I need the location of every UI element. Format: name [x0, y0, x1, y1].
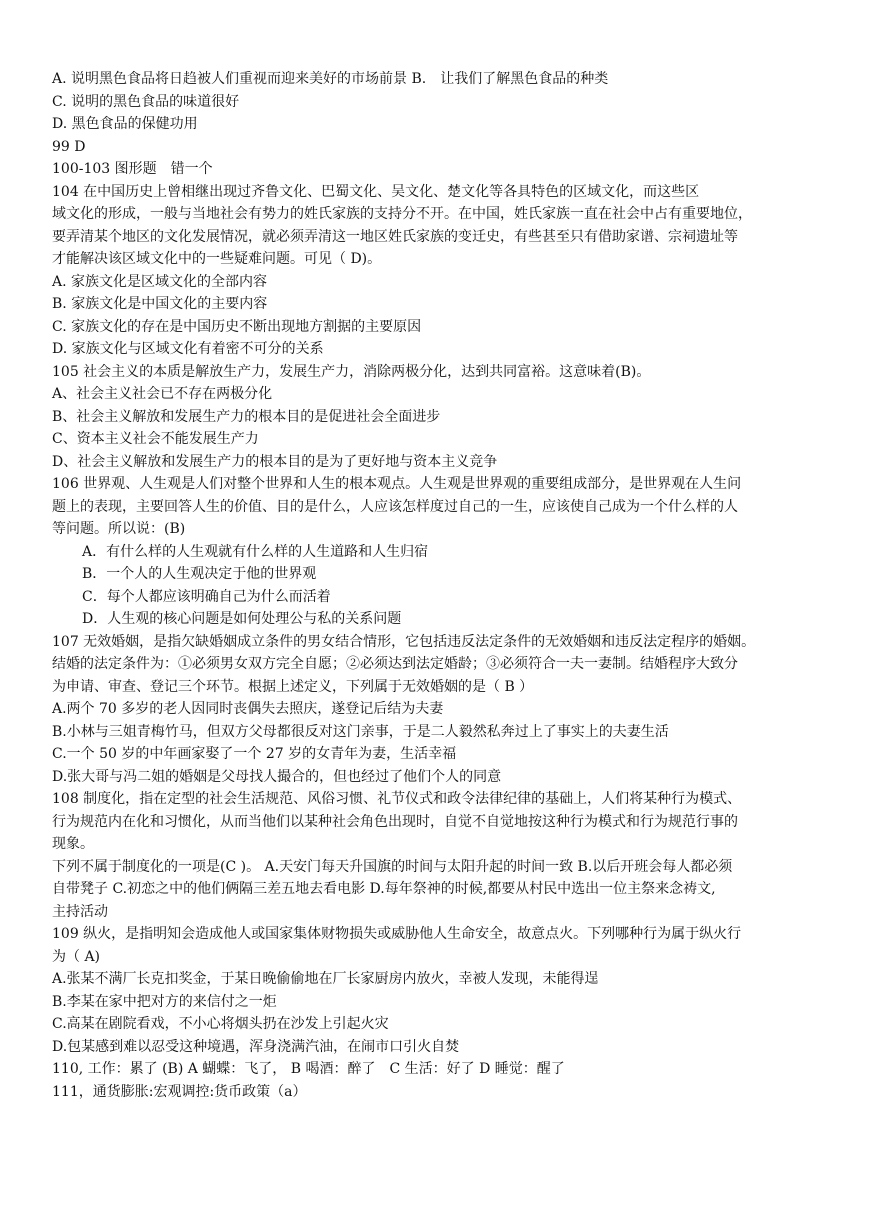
text-line: A、社会主义社会已不存在两极分化 [52, 386, 273, 402]
text-line: A.张某不满厂长克扣奖金，于某日晚偷偷地在厂长家厨房内放火，幸被人发现，未能得逞 [52, 971, 599, 987]
text-line: B．一个人的人生观决定于他的世界观 [82, 566, 317, 582]
text-line: D.张大哥与冯二姐的婚姻是父母找人撮合的，但也经过了他们个人的同意 [52, 768, 502, 785]
text-line: 下列不属于制度化的一项是(C )。 A.天安门每天升国旗的时间与太阳升起的时间一致 B.以后开班会每人都必须 [52, 858, 733, 875]
text-line: 108 制度化，指在定型的社会生活规范、风俗习惯、礼节仪式和政令法律纪律的基础上，人们将某种行为模式、 [52, 791, 742, 807]
text-line: 等问题。所以说：(B) [52, 521, 186, 537]
text-line: 110, 工作：累了 (B) A 蝴蝶：飞了， B 喝酒：醉了 C 生活：好了 D 睡觉：醒了 [52, 1061, 565, 1077]
text-line: B.小林与三姐青梅竹马，但双方父母都很反对这门亲事，于是二人毅然私奔过上了事实上的夫妻生活 [52, 723, 669, 740]
text-line: 100-103 图形题 错一个 [52, 161, 213, 177]
text-line: D. 家族文化与区域文化有着密不可分的关系 [52, 341, 324, 357]
text-line: 为申请、审查、登记三个环节。根据上述定义，下列属于无效婚姻的是（ B ） [52, 678, 534, 695]
text-line: C. 家族文化的存在是中国历史不断出现地方割据的主要原因 [52, 318, 422, 335]
text-line: 才能解决该区域文化中的一些疑难问题。可见（ D)。 [52, 251, 382, 267]
text-line: 结婚的法定条件为：①必须男女双方完全自愿；②必须达到法定婚龄；③必须符合一夫一妻制。结婚程序大致分 [52, 656, 738, 672]
text-line: 要弄清某个地区的文化发展情况，就必须弄清这一地区姓氏家族的变迁史，有些甚至只有借助家谱、宗祠遗址等 [52, 228, 738, 245]
text-line: 104 在中国历史上曾相继出现过齐鲁文化、巴蜀文化、吴文化、楚文化等各具特色的区域文化，而这些区 [52, 183, 700, 200]
text-line: D.包某感到难以忍受这种境遇，浑身浇满汽油，在闹市口引火自焚 [52, 1038, 460, 1055]
text-line: 自带凳子 C.初恋之中的他们俩隔三差五地去看电影 D.每年祭神的时候,都要从村民中选出一位主祭来念祷文, [52, 881, 716, 897]
text-line: 行为规范内在化和习惯化，从而当他们以某种社会角色出现时，自觉不自觉地按这种行为模式和行为规范行事的 [52, 813, 738, 830]
text-line: A. 家族文化是区域文化的全部内容 [52, 273, 268, 290]
document-body [52, 68, 812, 1103]
text-line: 105 社会主义的本质是解放生产力，发展生产力，消除两极分化，达到共同富裕。这意味着(B)。 [52, 363, 651, 380]
text-line: B. 家族文化是中国文化的主要内容 [52, 296, 268, 312]
text-line: 为（ A) [52, 948, 101, 965]
text-line: A．有什么样的人生观就有什么样的人生道路和人生归宿 [82, 543, 429, 560]
text-line: 99 D [52, 138, 86, 155]
text-line: C．每个人都应该明确自己为什么而活着 [82, 588, 331, 605]
text-line: D、社会主义解放和发展生产力的根本目的是为了更好地与资本主义竞争 [52, 453, 498, 470]
text-line: C. 说明的黑色食品的味道很好 [52, 93, 240, 110]
text-line: 域文化的形成，一般与当地社会有势力的姓氏家族的支持分不开。在中国，姓氏家族一直在社会中占有重要地位， [52, 206, 752, 222]
text-line: C.高某在剧院看戏，不小心将烟头扔在沙发上引起火灾 [52, 1016, 389, 1032]
text-line: 主持活动 [52, 903, 108, 920]
text-line: D．人生观的核心问题是如何处理公与私的关系问题 [82, 611, 402, 627]
text-line: 109 纵火，是指明知会造成他人或国家集体财物损失或威胁他人生命安全，故意点火。下列哪种行为属于纵火行 [52, 926, 742, 942]
text-line: B.李某在家中把对方的来信付之一炬 [52, 993, 277, 1010]
text-line: D. 黑色食品的保健功用 [52, 116, 198, 132]
text-line: C、资本主义社会不能发展生产力 [52, 431, 259, 447]
text-line: B、社会主义解放和发展生产力的根本目的是促进社会全面进步 [52, 408, 441, 425]
text-line: A. 说明黑色食品将日趋被人们重视而迎来美好的市场前景 B. 让我们了解黑色食品的种类 [52, 71, 609, 87]
text-line: 现象。 [52, 836, 94, 852]
text-line: 111，通货膨胀:宏观调控:货币政策（a） [52, 1083, 307, 1100]
text-line: 106 世界观、人生观是人们对整个世界和人生的根本观点。人生观是世界观的重要组成部分，是世界观在人生问 [52, 476, 742, 492]
text-line: C.一个 50 岁的中年画家娶了一个 27 岁的女青年为妻，生活幸福 [52, 746, 457, 762]
text-line: 107 无效婚姻，是指欠缺婚姻成立条件的男女结合情形，它包括违反法定条件的无效婚姻和违反法定程序的婚姻。 [52, 633, 756, 650]
text-line: 题上的表现，主要回答人生的价值、目的是什么，人应该怎样度过自己的一生，应该使自己成为一个什么样的人 [52, 498, 738, 515]
text-line: A.两个 70 多岁的老人因同时丧偶失去照庆，遂登记后结为夫妻 [52, 701, 444, 717]
